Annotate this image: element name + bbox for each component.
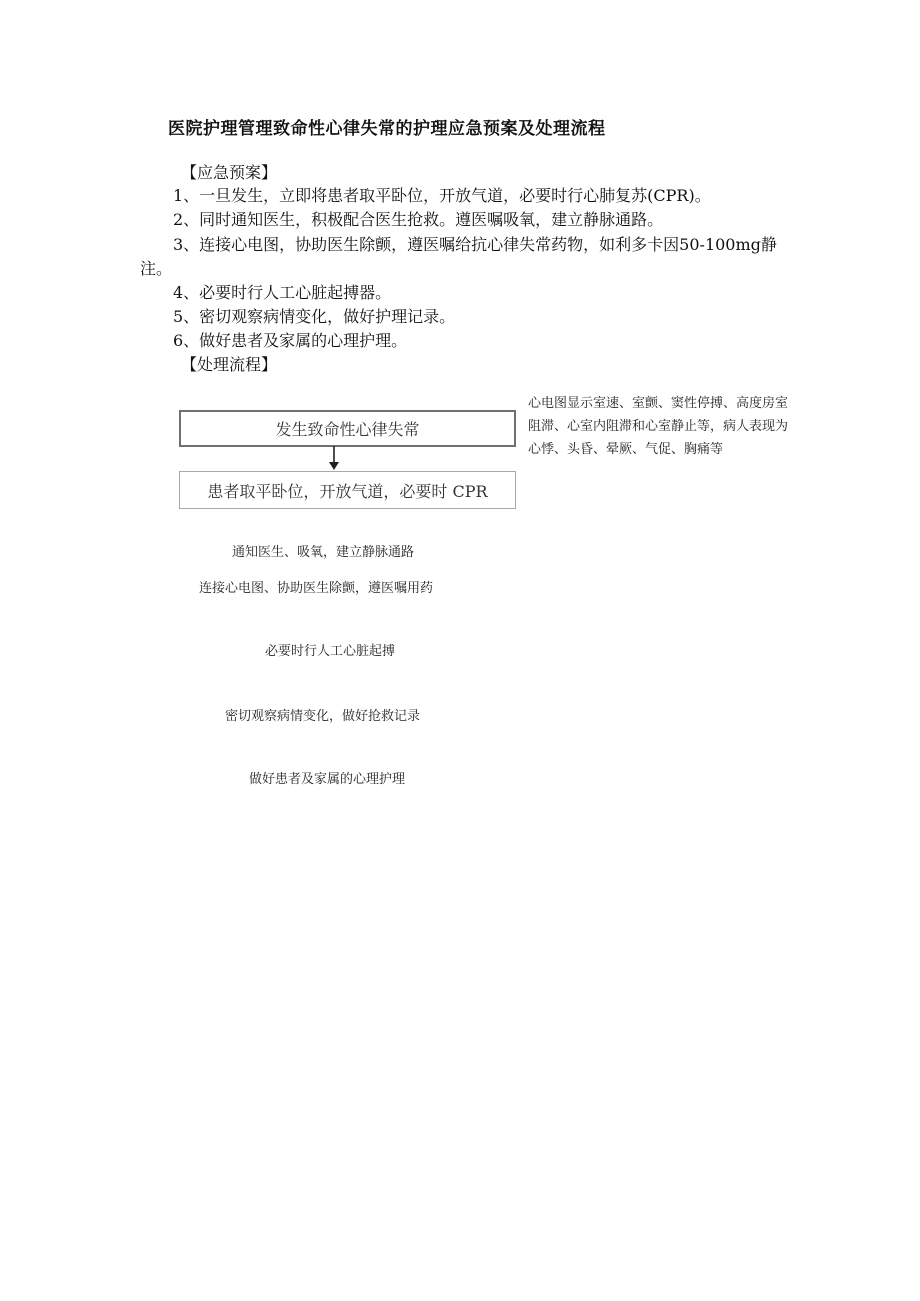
flow-step-observe: 密切观察病情变化，做好抢救记录 [225, 709, 421, 724]
emergency-plan-heading: 【应急预案】 [181, 163, 278, 182]
process-heading: 【处理流程】 [181, 355, 278, 374]
flow-box-onset [179, 410, 516, 447]
flow-box-onset-label: 发生致命性心律失常 [275, 420, 420, 439]
flow-step-pacing: 必要时行人工心脏起搏 [265, 644, 396, 659]
ecg-symptom-note: 心电图显示室速、室颤、窦性停搏、高度房室阻滞、心室内阻滞和心室静止等，病人表现为心悸、头昏、晕厥、气促、胸痛等 [528, 396, 789, 457]
plan-item-6: 6、做好患者及家属的心理护理。 [173, 331, 408, 350]
plan-item-2: 2、同时通知医生，积极配合医生抢救。遵医嘱吸氧，建立静脉通路。 [173, 210, 664, 229]
flow-box-position-label: 患者取平卧位，开放气道，必要时 CPR [207, 481, 488, 501]
flow-box-position [179, 471, 516, 509]
flow-step-defibrillate: 连接心电图、协助医生除颤，遵医嘱用药 [199, 581, 434, 596]
flow-step-psychological: 做好患者及家属的心理护理 [249, 772, 406, 787]
document-title: 医院护理管理致命性心律失常的护理应急预案及处理流程 [168, 119, 606, 139]
plan-item-3: 3、连接心电图，协助医生除颤，遵医嘱给抗心律失常药物，如利多卡因50-100mg静注。 [140, 235, 777, 278]
flow-arrow-down-icon [326, 446, 342, 472]
plan-item-4: 4、必要时行人工心脏起搏器。 [173, 283, 392, 302]
plan-item-1: 1、一旦发生，立即将患者取平卧位，开放气道，必要时行心肺复苏(CPR)。 [173, 186, 711, 205]
plan-item-5: 5、密切观察病情变化，做好护理记录。 [173, 307, 456, 326]
flow-step-notify: 通知医生、吸氧，建立静脉通路 [232, 545, 415, 560]
